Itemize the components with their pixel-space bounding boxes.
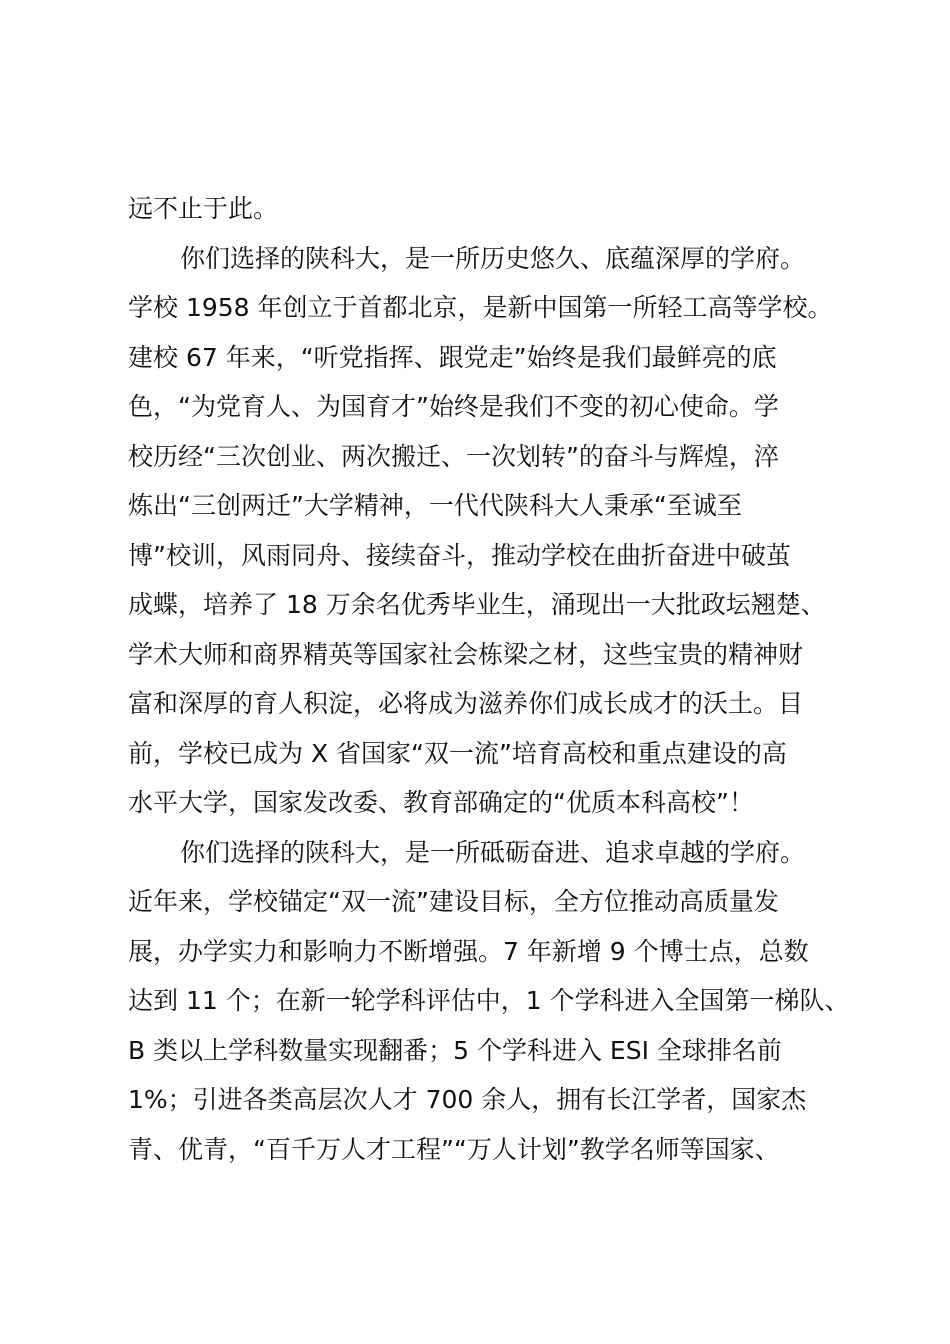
text-line: 近年来，学校锚定“双一流”建设目标，全方位推动高质量发	[128, 887, 779, 916]
text-line: 校历经“三次创业、两次搬迁、一次划转”的奋斗与辉煌，淬	[128, 441, 779, 471]
text-line: 色，“为党育人、为国育才”始终是我们不变的初心使命。学	[128, 392, 779, 421]
text-line: 远不止于此。	[128, 194, 279, 223]
text-line: 1%；引进各类高层次人才 700 余人，拥有长江学者，国家杰	[128, 1085, 807, 1114]
text-line: 前，学校已成为 X 省国家“双一流”培育高校和重点建设的高	[128, 738, 787, 768]
text-line: B 类以上学科数量实现翻番；5 个学科进入 ESI 全球排名前	[128, 1035, 782, 1065]
text-line: 水平大学，国家发改委、教育部确定的“优质本科高校”！	[128, 788, 754, 817]
text-line: 展，办学实力和影响力不断增强。7 年新增 9 个博士点，总数	[128, 936, 809, 966]
body-text	[128, 184, 848, 1174]
text-line: 炼出“三创两迁”大学精神，一代代陕科大人秉承“至诚至	[128, 491, 742, 520]
text-line: 学校 1958 年创立于首都北京，是新中国第一所轻工高等学校。	[128, 293, 833, 322]
text-line: 达到 11 个；在新一轮学科评估中，1 个学科进入全国第一梯队、	[128, 986, 850, 1015]
text-line: 富和深厚的育人积淀，必将成为滋养你们成长成才的沃土。目	[128, 689, 804, 718]
text-line: 博”校训，风雨同舟、接续奋斗，推动学校在曲折奋进中破茧	[128, 540, 791, 570]
paragraph-first-line: 你们选择的陕科大，是一所历史悠久、底蕴深厚的学府。	[180, 243, 806, 273]
text-line: 建校 67 年来，“听党指挥、跟党走”始终是我们最鲜亮的底	[128, 342, 777, 372]
paragraph-first-line: 你们选择的陕科大，是一所砥砺奋进、追求卓越的学府。	[180, 837, 806, 867]
text-line: 学术大师和商界精英等国家社会栋梁之材，这些宝贵的精神财	[128, 639, 804, 669]
text-line: 青、优青，“百千万人才工程”“万人计划”教学名师等国家、	[128, 1134, 780, 1164]
text-line: 成蝶，培养了 18 万余名优秀毕业生，涌现出一大批政坛翘楚、	[128, 590, 826, 619]
